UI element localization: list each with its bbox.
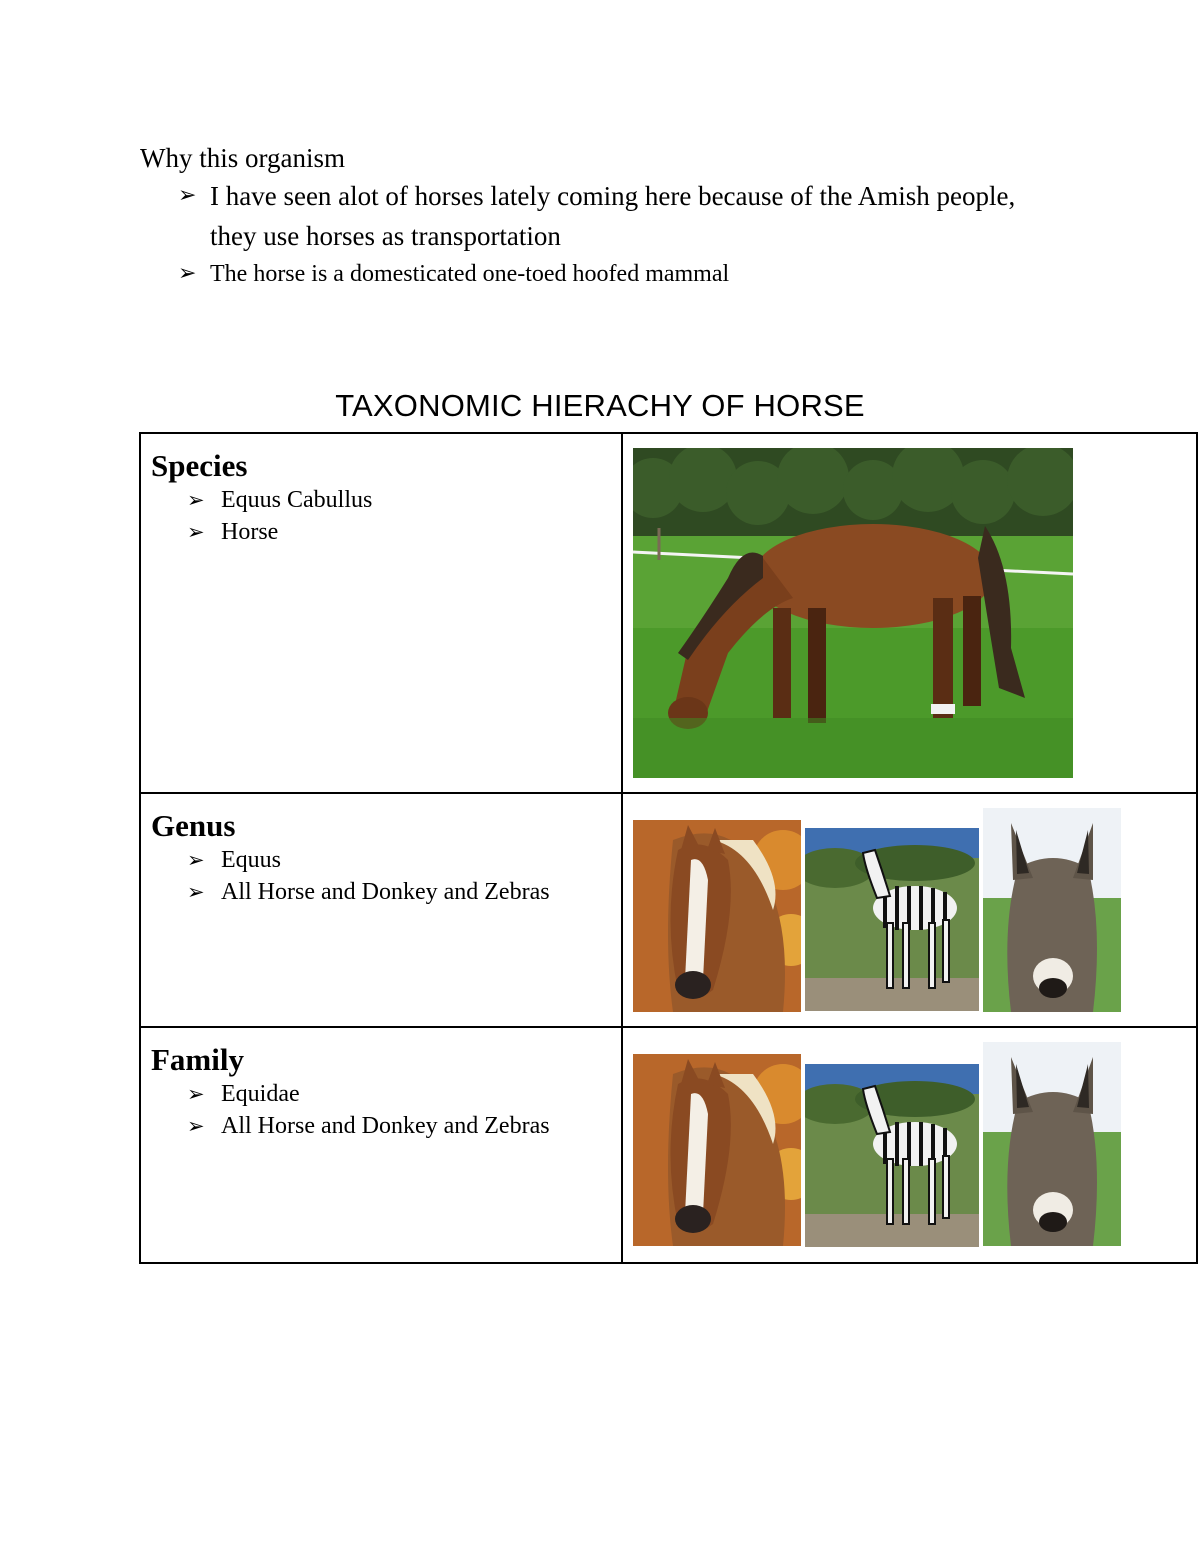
- rank-list: [151, 1078, 611, 1142]
- bullet-text: I have seen alot of horses lately coming here because of the Amish people, they use horses as transportation: [210, 181, 1016, 251]
- rank-item-text: Equus Cabullus: [221, 487, 373, 513]
- arrowhead-bullet-icon: ➢: [187, 848, 205, 872]
- list-item: [151, 876, 611, 908]
- arrowhead-bullet-icon: ➢: [187, 1082, 205, 1106]
- list-item: [151, 844, 611, 876]
- zebra-photo: [805, 828, 979, 1011]
- list-item: [140, 176, 1040, 256]
- table-row: [140, 793, 1197, 1027]
- rank-title: Genus: [151, 808, 236, 843]
- image-cell: [622, 1027, 1197, 1263]
- arrowhead-bullet-icon: ➢: [187, 520, 205, 544]
- donkey-photo: [983, 1042, 1121, 1246]
- rank-title: Species: [151, 448, 248, 483]
- intro-bullet-list: [140, 176, 1040, 292]
- grazing-horse-photo: [633, 448, 1073, 778]
- rank-cell: [140, 433, 622, 793]
- list-item: [140, 256, 1040, 292]
- arrowhead-bullet-icon: ➢: [187, 488, 205, 512]
- rank-cell: [140, 793, 622, 1027]
- donkey-photo: [983, 808, 1121, 1012]
- list-item: [151, 1078, 611, 1110]
- table-row: [140, 433, 1197, 793]
- rank-cell: [140, 1027, 622, 1263]
- arrowhead-bullet-icon: ➢: [178, 261, 197, 286]
- rank-item-text: Horse: [221, 519, 279, 545]
- intro-section: [140, 140, 1040, 292]
- pony-head-photo: [633, 820, 801, 1012]
- rank-list: [151, 484, 611, 548]
- zebra-photo: [805, 1064, 979, 1247]
- rank-item-text: Equidae: [221, 1081, 300, 1107]
- arrowhead-bullet-icon: ➢: [187, 1114, 205, 1138]
- intro-heading: Why this organism: [140, 143, 345, 173]
- image-cell: [622, 793, 1197, 1027]
- list-item: [151, 484, 611, 516]
- rank-item-text: All Horse and Donkey and Zebras: [221, 879, 550, 905]
- taxonomy-table: [139, 432, 1198, 1264]
- rank-item-text: All Horse and Donkey and Zebras: [221, 1113, 550, 1139]
- arrowhead-bullet-icon: ➢: [187, 880, 205, 904]
- rank-title: Family: [151, 1042, 244, 1077]
- rank-list: [151, 844, 611, 908]
- pony-head-photo: [633, 1054, 801, 1246]
- image-cell: [622, 433, 1197, 793]
- list-item: [151, 516, 611, 548]
- table-row: [140, 1027, 1197, 1263]
- list-item: [151, 1110, 611, 1142]
- bullet-text: The horse is a domesticated one-toed hoofed mammal: [210, 261, 730, 287]
- rank-item-text: Equus: [221, 847, 281, 873]
- table-title: TAXONOMIC HIERACHY OF HORSE: [335, 388, 865, 423]
- arrowhead-bullet-icon: ➢: [178, 183, 197, 208]
